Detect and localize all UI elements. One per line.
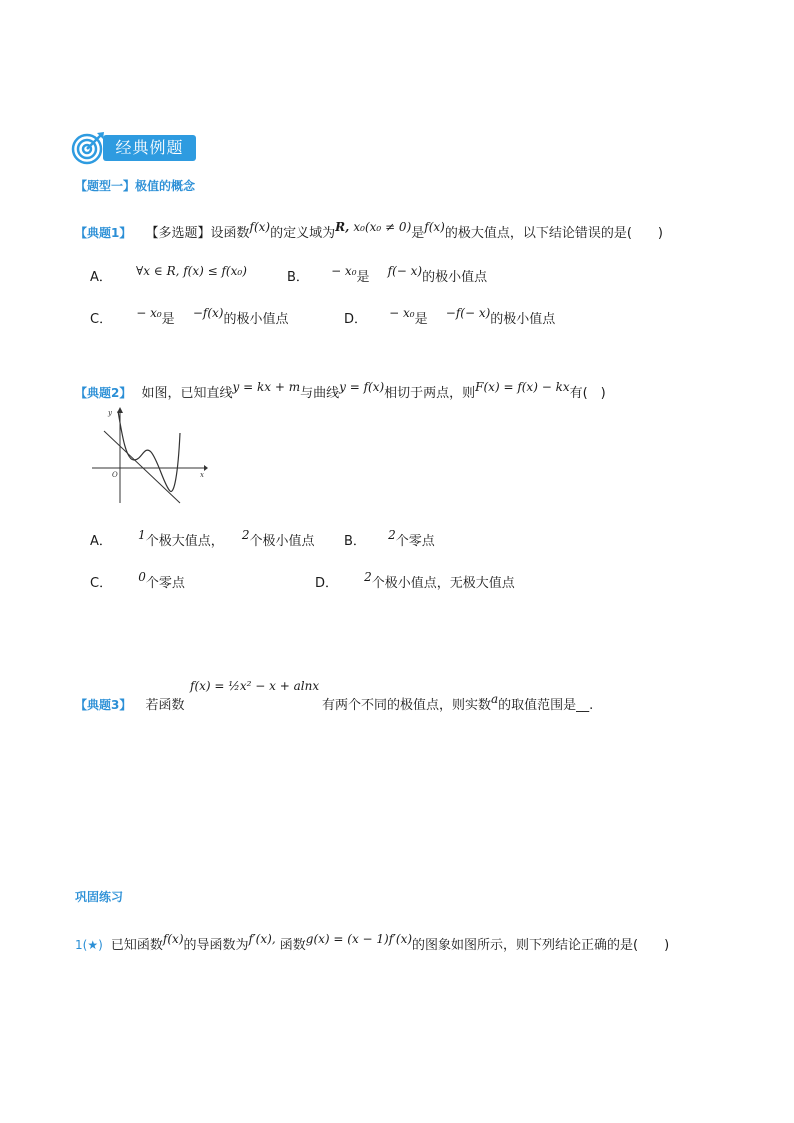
x-label: x bbox=[200, 471, 204, 479]
math: f(x) = ½x² − x + alnx bbox=[190, 679, 320, 693]
math: y = kx + m bbox=[232, 380, 301, 394]
option-label: D． bbox=[315, 576, 339, 591]
question-text: 相切于两点，则 bbox=[384, 386, 476, 401]
origin-label: O bbox=[112, 471, 118, 479]
option-label: B． bbox=[287, 270, 309, 285]
math: − x₀ bbox=[389, 306, 415, 320]
question-text: 若函数 bbox=[145, 698, 185, 713]
tangent-line bbox=[104, 431, 180, 503]
question-text: 的极大值点，以下结论错误的是( ) bbox=[444, 226, 663, 241]
option-text: 是 bbox=[414, 312, 428, 327]
question-text: 已知函数 bbox=[110, 938, 163, 953]
math: 0 bbox=[138, 570, 146, 584]
question-3 bbox=[75, 694, 185, 713]
option-text: 个零点 bbox=[145, 576, 185, 591]
option-text: 的极小值点 bbox=[422, 270, 488, 285]
option-a bbox=[90, 530, 315, 549]
question-3-tail bbox=[322, 694, 593, 713]
question-tag: 【典题2】 bbox=[75, 386, 132, 400]
question-text: 有( ) bbox=[569, 386, 606, 401]
option-text: 的极小值点 bbox=[223, 312, 289, 327]
question-text: 函数 bbox=[279, 938, 306, 953]
option-label: B． bbox=[344, 534, 366, 549]
option-d bbox=[315, 572, 515, 591]
math: 2 bbox=[388, 528, 396, 542]
math: f′(x), bbox=[248, 932, 276, 946]
option-text: 的极小值点 bbox=[490, 312, 556, 327]
math: 2 bbox=[241, 528, 250, 542]
math: g(x) = (x − 1)f′(x) bbox=[305, 932, 413, 946]
question-tag: 【典题3】 bbox=[75, 698, 132, 712]
question-text: 的导函数为 bbox=[183, 938, 249, 953]
y-label: y bbox=[108, 409, 112, 417]
math: R, bbox=[335, 220, 350, 234]
math: f(− x) bbox=[387, 264, 423, 278]
practice-title: 巩固练习 bbox=[75, 890, 124, 904]
math: f(x) bbox=[162, 932, 184, 946]
math: a bbox=[491, 692, 499, 706]
question-text: 如图，已知直线 bbox=[141, 386, 233, 401]
math: −f(x) bbox=[192, 306, 224, 320]
question-2 bbox=[75, 382, 606, 401]
option-text: 个极小值点 bbox=[249, 534, 315, 549]
section-title: 【题型一】极值的概念 bbox=[75, 179, 196, 193]
option-c bbox=[90, 572, 185, 591]
math: − x₀ bbox=[331, 264, 357, 278]
question-text: 【多选题】设函数 bbox=[145, 226, 250, 241]
option-label: D． bbox=[344, 312, 368, 327]
question-1 bbox=[75, 222, 663, 241]
option-b bbox=[344, 530, 435, 549]
option-text: 个极大值点， bbox=[145, 534, 224, 549]
section-badge: 经典例题 bbox=[103, 135, 196, 161]
math: 1 bbox=[138, 528, 146, 542]
math: f(x) bbox=[249, 220, 271, 234]
option-label: C． bbox=[90, 576, 113, 591]
option-b bbox=[287, 266, 487, 285]
option-a bbox=[90, 266, 247, 285]
question-text: 的取值范围是__. bbox=[498, 698, 594, 713]
question-text: 是 bbox=[411, 226, 425, 241]
math: ∀x ∈ R, f(x) ≤ f(x₀) bbox=[136, 264, 247, 278]
option-text: 是 bbox=[161, 312, 175, 327]
math: F(x) = f(x) − kx bbox=[475, 380, 570, 394]
function-graph bbox=[88, 405, 208, 505]
math: −f(− x) bbox=[445, 306, 491, 320]
math: f(x) bbox=[424, 220, 445, 234]
math: y = f(x) bbox=[339, 380, 385, 394]
question-tag: 【典题1】 bbox=[75, 226, 132, 240]
target-arrow-icon bbox=[70, 130, 106, 166]
option-text: 个极小值点，无极大值点 bbox=[371, 576, 515, 591]
question-number: 1(★) bbox=[75, 938, 103, 952]
option-d bbox=[344, 308, 555, 327]
question-text: 有两个不同的极值点，则实数 bbox=[322, 698, 492, 713]
math: x₀(x₀ ≠ 0) bbox=[353, 220, 412, 234]
math: − x₀ bbox=[136, 306, 162, 320]
curve bbox=[118, 411, 180, 492]
option-label: A． bbox=[90, 534, 112, 549]
option-label: A． bbox=[90, 270, 112, 285]
x-axis-arrow bbox=[204, 465, 208, 471]
option-c bbox=[90, 308, 288, 327]
question-text: 的定义域为 bbox=[270, 226, 336, 241]
math: 2 bbox=[364, 570, 372, 584]
question-text: 与曲线 bbox=[300, 386, 340, 401]
option-text: 个零点 bbox=[395, 534, 435, 549]
option-label: C． bbox=[90, 312, 113, 327]
practice-question-1 bbox=[75, 934, 669, 953]
question-text: 的图象如图所示，则下列结论正确的是( ) bbox=[412, 938, 670, 953]
option-text: 是 bbox=[356, 270, 370, 285]
